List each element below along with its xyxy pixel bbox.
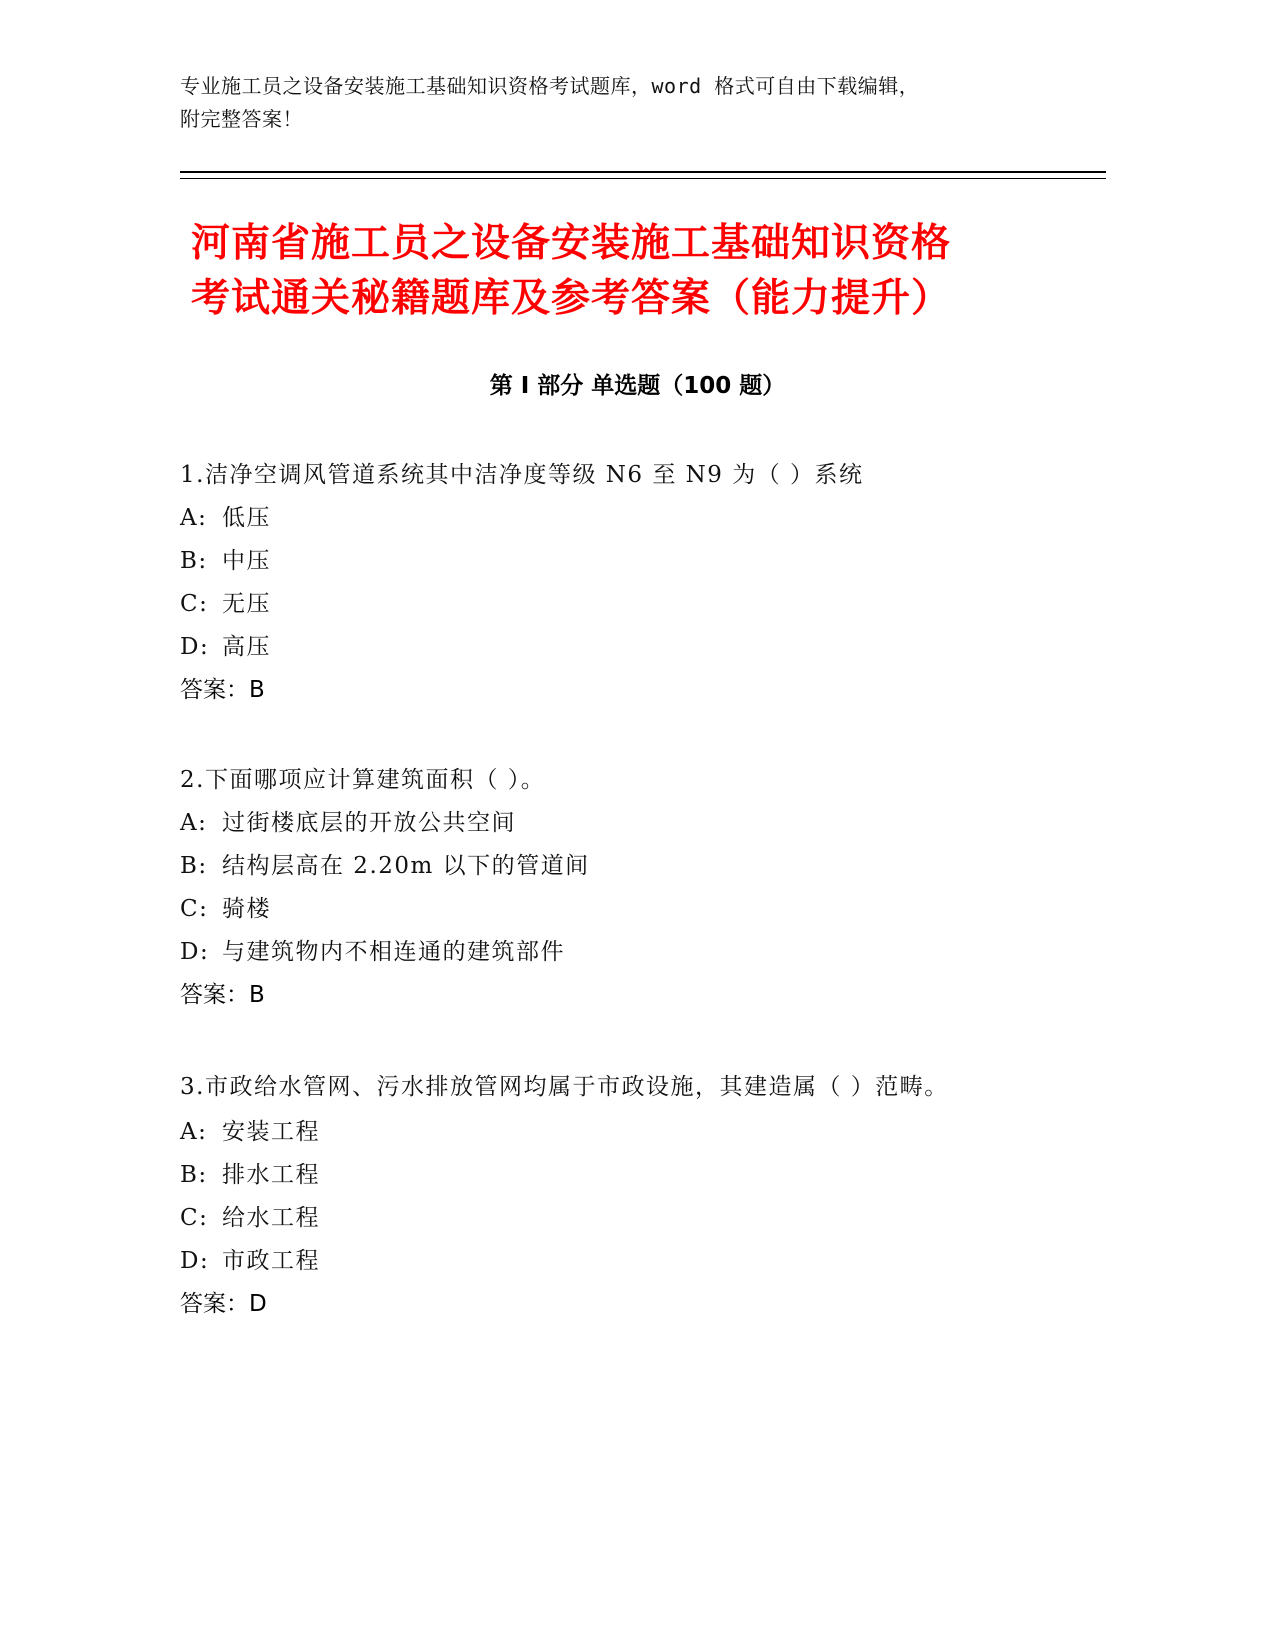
option-letter: B: (180, 548, 208, 574)
option-c (180, 583, 1040, 626)
document-title-line-1: 河南省施工员之设备安装施工基础知识资格 (191, 221, 952, 266)
option-text: 骑楼 (222, 896, 271, 922)
answer-line: 答案：D (180, 1291, 267, 1317)
header-divider-thin (180, 178, 1106, 179)
document-title-line-2: 考试通关秘籍题库及参考答案（能力提升） (191, 276, 952, 321)
header-divider-thick (180, 171, 1106, 173)
question-stem: 1.洁净空调风管道系统其中洁净度等级 N6 至 N9 为（ ）系统 (180, 462, 864, 488)
option-b (180, 1154, 1040, 1197)
question-2 (180, 759, 1040, 1017)
option-text: 高压 (222, 634, 271, 660)
option-a (180, 802, 1040, 845)
option-a (180, 497, 1040, 540)
option-text: 无压 (222, 591, 271, 617)
answer-line: 答案：B (180, 982, 265, 1008)
option-letter: D: (180, 939, 210, 965)
option-b (180, 540, 1040, 583)
option-letter: A: (180, 810, 208, 836)
option-text: 排水工程 (222, 1162, 320, 1188)
answer-line: 答案：B (180, 677, 265, 703)
question-3 (180, 1063, 1040, 1326)
option-text: 结构层高在 2.20m 以下的管道间 (222, 853, 590, 879)
option-letter: A: (180, 505, 208, 531)
header-note-line-2: 附完整答案！ (180, 107, 303, 131)
header-note-line-1: 专业施工员之设备安装施工基础知识资格考试题库，word 格式可自由下载编辑， (180, 74, 920, 98)
option-letter: D: (180, 1248, 210, 1274)
option-letter: C: (180, 591, 209, 617)
option-text: 与建筑物内不相连通的建筑部件 (222, 939, 565, 965)
option-text: 市政工程 (222, 1248, 320, 1274)
option-d (180, 931, 1040, 974)
document-title (191, 216, 1091, 326)
option-d (180, 1240, 1040, 1283)
option-letter: A: (180, 1119, 208, 1145)
option-b (180, 845, 1040, 888)
option-letter: C: (180, 1205, 209, 1231)
option-d (180, 626, 1040, 669)
option-letter: B: (180, 1162, 208, 1188)
question-stem: 2.下面哪项应计算建筑面积（ ）。 (180, 767, 546, 793)
option-text: 安装工程 (222, 1119, 320, 1145)
question-stem: 3.市政给水管网、污水排放管网均属于市政设施，其建造属（ ）范畴。 (180, 1074, 949, 1100)
option-a (180, 1111, 1040, 1154)
question-1 (180, 454, 1040, 712)
header-note (180, 70, 1080, 136)
option-c (180, 1197, 1040, 1240)
option-letter: D: (180, 634, 210, 660)
section-title: 第 I 部分 单选题（100 题） (489, 373, 786, 399)
option-text: 低压 (222, 505, 271, 531)
option-text: 过街楼底层的开放公共空间 (222, 810, 516, 836)
option-c (180, 888, 1040, 931)
option-text: 给水工程 (222, 1205, 320, 1231)
option-letter: B: (180, 853, 208, 879)
option-letter: C: (180, 896, 209, 922)
option-text: 中压 (222, 548, 271, 574)
